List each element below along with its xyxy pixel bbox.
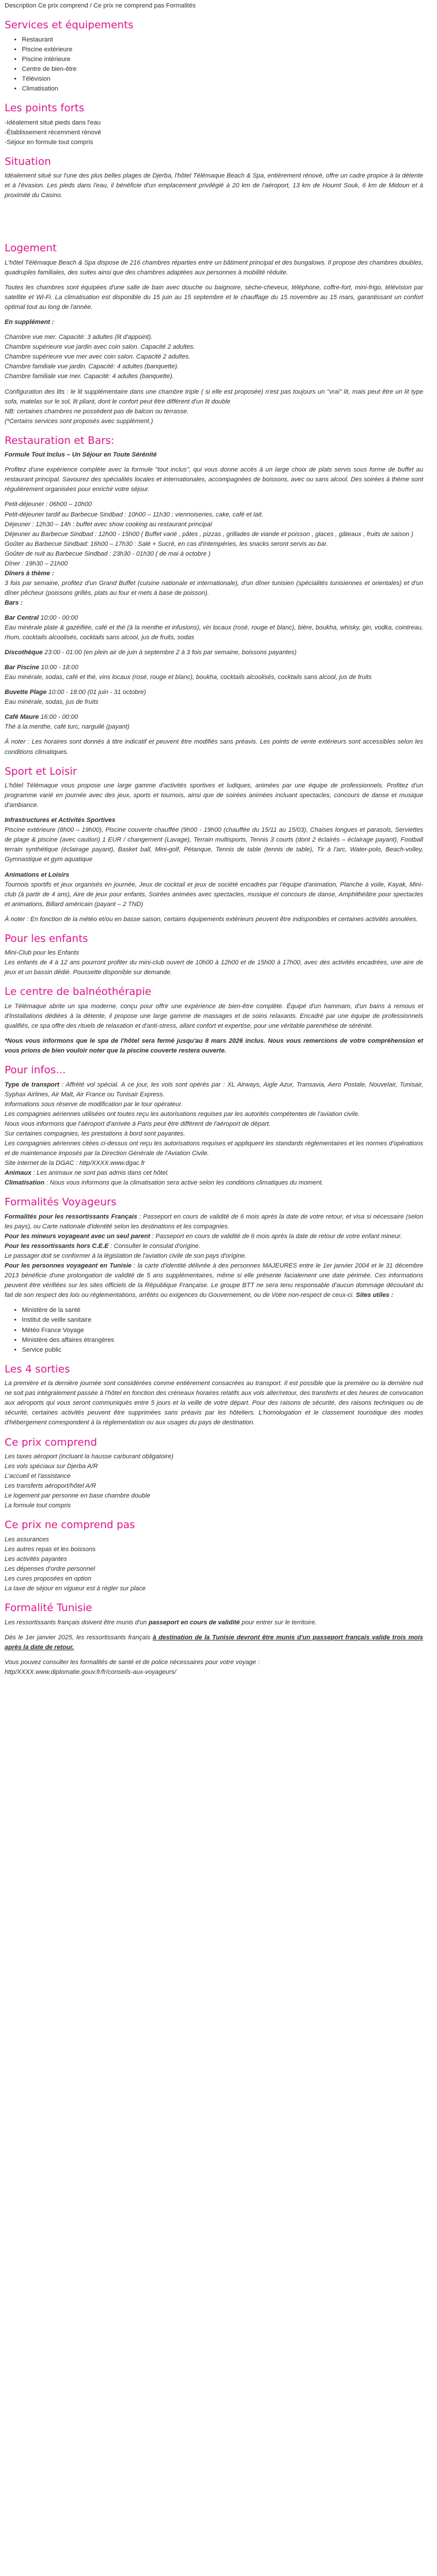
meal-slot: Déjeuner au Barbecue Sindbad : 12h00 - 15h00 ( Buffet varié , pâtes , pizzas , grillades de viande et poisson , glaces , gâteaux , fruits de saison ) <box>5 530 413 538</box>
info-text: : Nous vous informons que la climatisation sera active selon les conditions climatiques du moment. <box>44 1179 323 1187</box>
info-line: Les compagnies aériennes utilisées ont toutes reçu les autorisations requises par les autorités compétentes de l'aviation civile. <box>5 1111 360 1118</box>
bed-config <box>5 387 423 427</box>
includes-title: Ce prix comprend <box>5 1436 97 1449</box>
bar-hours: 10:00 - 00:00 <box>40 614 78 621</box>
useful-site-link[interactable]: • Ministère de la santé <box>22 1306 423 1315</box>
bar-desc: Eau minérale, sodas, jus de fruits <box>5 699 99 706</box>
room-type: Chambre vue mer. Capacité: 3 adultes (lit d'appoint). <box>5 334 153 341</box>
diplomatie-link[interactable]: http/XXXX.www.diplomatie.gouv.fr/fr/conseils-aux-voyageurs/ <box>5 1669 176 1676</box>
formula-title: Formule Tout Inclus – Un Séjour en Toute Sérénité <box>5 451 157 459</box>
supplement-label: En supplément : <box>5 319 54 326</box>
services-title: Services et équipements <box>5 19 134 32</box>
strength-item: -Établissement récemment rénové <box>5 129 101 136</box>
formalities-label: Pour les ressortissants hors C.E.E <box>5 1243 109 1250</box>
includes-item: La formule tout compris <box>5 1502 71 1510</box>
spa-text: Le Télémaque abrite un spa moderne, conçu pour offrir une expérience de bien-être complète. Équipé d'un hammam, d'un bains à remous et d'installations dédiées à la détente, il propose une large gamme de massages et de soins relaxants. Encadré par une équipe de professionnels qualifiés, ce spa offre des rituels de relaxation et d'anti-stress, allant confort et expertise, pour une véritable parenthèse de sérénité. <box>5 1003 423 1030</box>
meal-slot: Goûter au Barbecue Sindbad: 16h00 – 17h30 : Salé + Sucré, en cas d'intempéries, les snacks seront servis au bar. <box>5 540 328 548</box>
excludes-list <box>5 1535 423 1594</box>
meal-slot: Petit-déjeuner : 06h00 – 10h00 <box>5 501 92 508</box>
formalities-french <box>5 1212 423 1300</box>
service-item: • Climatisation <box>22 84 423 94</box>
exits-text: La première et la dernière journée sont considérées comme entièrement consacrées au transport. Il est possible que la première ou la dernière nuit ne soit pas intégralement passée à l'hôtel en fonction des créneaux horaires relatifs aux vols aller/retour, des transferts et des heures de convocation aux aéroports qui vous seront communiqués entre 5 jours et la veille de votre départ. Pour des raisons de sécurité, des raisons techniques ou de sécurité, certaines activités peuvent être supprimées sans préavis par les hôteliers. L'homologation et le classement touristique des modes d'hébergement correspondent à la réglementation ou aux usages du pays de destination. <box>5 1380 423 1427</box>
excludes-item: Les autres repas et les boissons <box>5 1546 96 1553</box>
info-line: Nous vous informons que l'aéroport d'arrivée à Paris peut être différent de l'aéroport de départ. <box>5 1121 271 1128</box>
excludes-title: Ce prix ne comprend pas <box>5 1519 135 1532</box>
meal-slot: Déjeuner : 12h30 – 14h : buffet avec show cooking au restaurant principal <box>5 521 212 528</box>
excludes-item: La taxe de séjour en vigueur est à régler sur place <box>5 1585 146 1593</box>
excludes-item: Les activités payantes <box>5 1556 67 1563</box>
themed-dinners-text: 3 fois par semaine, profitez d'un Grand Buffet (cuisine nationale et internationale), d'un dîner tunisien (spécialités tunisiennes et orientales) et d'un dîner pêcheur (poissons grillés, plats au four et mets à base de poisson). <box>5 579 423 597</box>
info-lines <box>5 1080 423 1189</box>
meal-slot: Goûter de nuit au Barbecue Sindbad : 23h30 - 01h30 ( de mai à octobre ) <box>5 550 211 557</box>
includes-item: L'accueil et l'assistance <box>5 1473 71 1480</box>
useful-sites-label: Sites utiles : <box>356 1292 394 1299</box>
formalities-text: Le passager doit se conformer à la législation de l'aviation civile de son pays d'origine. <box>5 1253 247 1260</box>
bar-name: Buvette Plage <box>5 689 47 696</box>
info-title: Pour infos... <box>5 1064 66 1077</box>
meal-schedule <box>5 500 423 608</box>
bars-label: Bars : <box>5 599 23 606</box>
bar-moorish <box>5 712 423 732</box>
excludes-item: Les assurances <box>5 1536 50 1543</box>
tunisia-links <box>5 1658 423 1677</box>
situation-text: Idéalement situé sur l'une des plus belles plages de Djerba, l'hôtel Télémaque Beach & Spa, entièrement rénové, offre un cadre propice à la détente et à l'évasion. Les pieds dans l'eau, il bénéficie d'un emplacement privilégié à 20 km de l'aéroport, 13 km de Houmt Souk, 6 km de Midoun et à proximité du Casino. <box>5 172 423 199</box>
infrastructure-label: Infrastructures et Activités Sportives <box>5 817 116 824</box>
bar-hours: 10:00 - 18:00 (01 juin - 31 octobre) <box>48 689 146 696</box>
lodging-intro: L'hôtel Télémaque Beach & Spa dispose de 216 chambres réparties entre un bâtiment principal et des bungalows. Il propose des chambres doubles, quadruples familiales, des suites ainsi que des chambres adaptées aux personnes à mobilité réduite. <box>5 259 423 277</box>
bar-pool <box>5 663 423 682</box>
room-type: Chambre supérieure vue jardin avec coin salon. Capacité 2 adultes. <box>5 344 195 351</box>
service-item: • Centre de bien-être <box>22 65 423 74</box>
formalities-title: Formalités Voyageurs <box>5 1196 116 1209</box>
bar-name: Café Maure <box>5 714 39 721</box>
top-description: Description Ce prix comprend / Ce prix ne comprend pas Formalités <box>5 2 196 9</box>
tunisia-title: Formalité Tunisie <box>5 1602 92 1615</box>
bar-name: Bar Piscine <box>5 664 39 672</box>
info-text: : Les animaux ne sont pas admis dans cet hôtel. <box>31 1170 169 1177</box>
tunisia-bold: passeport en cours de validité <box>148 1619 240 1626</box>
themed-dinners-label: Dîners à thème : <box>5 569 54 577</box>
sport-intro: L'hôtel Télémaque vous propose une large gamme d'activités sportives et ludiques, animées par une équipe de professionnels. Profitez d'un programme varié en journée avec des jeux, sports et tournois, ainsi que de soirées animées incluant spectacles, concours de danse et musique d'ambiance. <box>5 782 423 809</box>
tunisia-passport <box>5 1618 423 1628</box>
restaurant-note: À noter : Les horaires sont donnés à titre indicatif et peuvent être modifiés sans préavis. Les points de vente extérieurs sont accessibles selon les conditions climatiques. <box>5 738 423 756</box>
strengths-list <box>5 118 423 148</box>
bar-hours: 10:00 - 18:00 <box>40 664 78 672</box>
includes-item: Les taxes aéroport (incluant la hausse carburant obligatoire) <box>5 1453 174 1461</box>
bed-config-line: NB: certaines chambres ne possèdent pas de balcon ou terrasse. <box>5 408 189 415</box>
bar-desc: Eau minérale, sodas, café et thé, vins locaux (rosé, rouge et blanc), boukha, cocktails alcoolisés, cocktails sans alcool, jus de fruits <box>5 674 372 681</box>
lodging-title: Logement <box>5 242 57 255</box>
room-type: Chambre familiale vue mer. Capacité: 4 adultes (banquette). <box>5 373 174 380</box>
lodging-equipment: Toutes les chambres sont équipées d'une salle de bain avec douche ou baignoire, sèche-cheveux, téléphone, coffre-fort, mini-frigo, télévision par satellite et Wi-Fi. La climatisation est disponible du 15 juin au 15 septembre et le chauffage du 15 novembre au 15 mars, garantissant un confort optimal tout au long de l'année. <box>5 284 423 311</box>
bed-config-line: Configuration des lits : le lit supplémentaire dans une chambre triple ( si elle est proposée) n'est pas toujours un "vrai" lit, mais peut être un lit type sofa, matelas sur le sol, lit pliant, dont le confort peut être différent d'un lit double <box>5 388 423 405</box>
excludes-item: Les dépenses d'ordre personnel <box>5 1566 95 1573</box>
service-item: • Télévision <box>22 74 423 84</box>
includes-item: Le logement par personne en base chambre double <box>5 1492 150 1500</box>
strengths-title: Les points forts <box>5 101 85 114</box>
service-item: • Restaurant <box>22 35 423 45</box>
info-line: Les compagnies aériennes citées ci-dessus ont reçu les autorisations requises et appliquent les standards réglementaires et les normes d'opérations et de maintenance imposés par la Direction Générale de l'Aviation Civile. <box>5 1140 423 1157</box>
service-item: • Piscine extérieure <box>22 45 423 55</box>
includes-item: Les vols spéciaux sur Djerba A/R <box>5 1463 98 1470</box>
sport-note: À noter : En fonction de la météo et/ou en basse saison, certains équipements extérieurs peuvent être indisponibles et certaines activités annulées. <box>5 915 418 923</box>
kids-title: Pour les enfants <box>5 932 88 945</box>
info-label: Animaux <box>5 1170 32 1177</box>
formalities-label: Pour les mineurs voyageant avec un seul parent <box>5 1233 150 1240</box>
room-type: Chambre familiale vue jardin. Capacité: 4 adultes (banquette). <box>5 363 179 371</box>
tunisia-text: Les ressortissants français doivent être munis d'un <box>5 1619 149 1626</box>
tunisia-text: Vous pouvez consulter les formalités de santé et de police nécessaires pour votre voyage : <box>5 1658 260 1666</box>
services-list <box>5 35 423 94</box>
useful-site-link[interactable]: • Météo France Voyage <box>22 1326 423 1336</box>
restaurant-title: Restauration et Bars: <box>5 434 115 447</box>
strength-item: -Idéalement situé pieds dans l'eau <box>5 119 101 126</box>
spa-title: Le centre de balnéothérapie <box>5 986 152 998</box>
kids-club-label: Mini-Club pour les Enfants <box>5 949 80 957</box>
info-line: Sur certaines compagnies, les prestations à bord sont payantes. <box>5 1130 186 1138</box>
tunisia-2025-rule <box>5 1633 423 1653</box>
infrastructure-text: Piscine extérieure (8h00 – 19h00), Piscine couverte chauffée (9h00 - 19h00 (chauffée du 15/11 au 15/03), Chaises longues et parasols, Serviettes de plage & piscine (avec caution) 1 EUR / changement (Lavage), Terrain multisports, Tennis 3 courts (dont 2 éclairés – éclairage payant), Football terrain synthétique (éclairage payant), Basket ball, Mini-golf, Pétanque, Tennis de table (tennis de table), Tir à l'arc, Water-polo, Beach-volley, Gymnastique et gym aquatique <box>5 827 423 863</box>
sport-animations <box>5 870 423 910</box>
sport-infrastructure <box>5 816 423 865</box>
meal-slot: Petit-déjeuner tardif au Barbecue Sindbad : 10h00 – 11h30 : viennoiseries, cake, café et lait. <box>5 511 263 518</box>
formalities-label: Pour les personnes voyageant en Tunisie <box>5 1262 132 1270</box>
formalities-label: Formalités pour les ressortissants Français <box>5 1213 138 1221</box>
bar-desc: Eau minérale plate & gazéifiée, café et thé (à la menthe et infusions), vin locaux (rosé, rouge et blanc), bière, boukha, whisky, gin, vodka, cointreau, rhum, cocktails alcoolisés, cocktails sans alcool, jus de fruits, sodas <box>5 624 423 642</box>
room-type: Chambre supérieure vue mer avec coin salon. Capacité 2 adultes. <box>5 353 191 361</box>
formalities-text: : Passeport en cours de validité de 6 mois après la date de votre retour, et visa si nécessaire (selon les pays), ou Carte nationale d'identité selon les destinations et les compagnies. <box>5 1213 423 1231</box>
useful-site-link[interactable]: • Ministère des affaires étrangères <box>22 1336 423 1345</box>
animations-label: Animations et Loisirs <box>5 871 69 878</box>
info-label: Type de transport <box>5 1081 59 1088</box>
info-line <box>5 1080 423 1100</box>
formalities-text: : Passeport en cours de validité de 6 mois après la date de retour de votre enfant mineur. <box>150 1233 402 1240</box>
excludes-item: Les cures proposées en option <box>5 1575 92 1583</box>
info-line: Informations sous réserve de modification par le tour opérateur. <box>5 1101 183 1108</box>
animations-text: Tournois sportifs et jeux organisés en journée, Jeux de cocktail et jeux de société encadrés par l'équipe d'animation, Planche à voile, Kayak, Mini-club (à partir de 4 ans), Aire de jeux pour enfants, Soirées animées avec spectacles, musique et concours de danse, Amphithéâtre pour spectacles et animations, Billard américain (payant – 2 TND) <box>5 881 423 908</box>
info-line <box>5 1178 423 1188</box>
formula-intro: Profitez d'une expérience complète avec la formule "tout inclus", qui vous donne accès à un large choix de plats servis sous forme de buffet au restaurant principal. Savourez des spécialités locales et internationales, accompagnées de boissons, avec ou sans alcool. Des soirées à thème sont régulièrement organisées pour enrichir votre séjour. <box>5 466 423 493</box>
kids-club-text: Les enfants de 4 à 12 ans pourront profiter du mini-club ouvert de 10h00 à 12h00 et de 15h00 à 17h00, avec des activités encadrées, une aire de jeux et un bassin dédié. Poussette disponible sur demande. <box>5 959 423 976</box>
includes-item: Les transferts aéroport/hôtel A/R <box>5 1483 96 1490</box>
bar-disco <box>5 648 423 658</box>
info-line <box>5 1168 423 1178</box>
useful-site-link[interactable]: • Service public <box>22 1345 423 1355</box>
bar-hours: 16:00 - 00:00 <box>40 714 78 721</box>
kids-text <box>5 948 423 978</box>
strength-item: -Séjour en formule tout compris <box>5 138 93 146</box>
spa-notice: *Nous vous informons que le spa de l'hôtel sera fermé jusqu'au 8 mars 2026 inclus. Nous vous remercions de votre compréhension et vous prions de bien vouloir noter que la piscine couverte restera ouverte. <box>5 1038 423 1055</box>
bar-name: Discothèque <box>5 649 43 657</box>
info-label: Climatisation <box>5 1179 45 1187</box>
sport-title: Sport et Loisir <box>5 765 77 778</box>
formalities-text: : Consulter le consulat d'origine. <box>108 1243 201 1250</box>
situation-title: Situation <box>5 155 51 168</box>
useful-site-link[interactable]: • Institut de veille sanitaire <box>22 1315 423 1325</box>
bar-desc: Thé à la menthe, café turc, narguilé (payant) <box>5 723 130 731</box>
info-line: Site internet de la DGAC : http/XXXX.www.dgac.fr <box>5 1160 145 1167</box>
bar-hours: 23:00 - 01:00 (en plein air de juin à septembre 2 à 3 fois par semaine, boissons payantes) <box>44 649 297 657</box>
bar-beach <box>5 688 423 707</box>
tunisia-text: pour entrer sur le territoire. <box>240 1619 317 1626</box>
info-text: : Affrété vol spécial. A ce jour, les vols sont opérés par : XL Airways, Aigle Azur, Transavia, Aero Postale, Nouvelair, Tunisair, Syphax Airlines, Air Malt, Air France ou Tunisair Express. <box>5 1081 424 1098</box>
bar-name: Bar Central <box>5 614 39 621</box>
tunisia-text: Dès le 1er janvier 2025, les ressortissants français <box>5 1634 153 1641</box>
includes-list <box>5 1452 423 1511</box>
service-item: • Piscine intérieure <box>22 55 423 65</box>
formalities-text: : la carte d'identité délivrée à des personnes MAJEURES entre le 1er janvier 2004 et le 31 décembre 2013 bénéficie d'une prolongation de validité de 5 ans supplémentaires, même si elle présente facialement une date périmée. Ces informations peuvent être vérifiées sur les sites officiels de la République Française. Le groupe BTT ne sera tenu responsable d'aucun dommage découlant du fait de son respect des lois ou réglementations, arrêtés ou exigences du Gouvernement, ou de Votre non-respect de ceux-ci. <box>5 1262 423 1299</box>
tunisia-bold: à destination de la Tunisie devront être munis d'un passeport français valide trois mois après la date de retour. <box>5 1634 423 1651</box>
room-types <box>5 333 423 382</box>
bed-config-line: (*Certains services sont proposés avec supplément.) <box>5 417 153 425</box>
meal-slot: Dîner : 19h30 – 21h00 <box>5 560 68 567</box>
useful-sites-list <box>5 1306 423 1355</box>
bar-central <box>5 613 423 643</box>
exits-title: Les 4 sorties <box>5 1363 70 1375</box>
